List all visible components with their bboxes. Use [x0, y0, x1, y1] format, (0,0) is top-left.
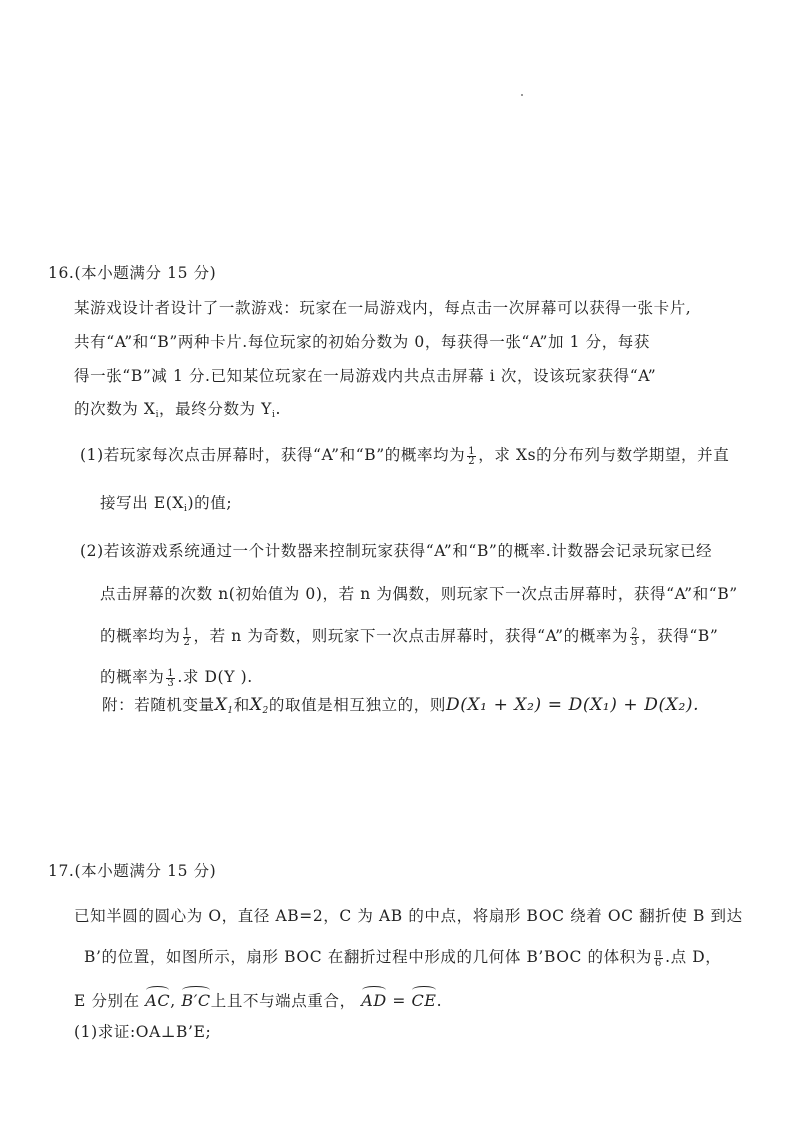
q16-intro-line-1: 某游戏设计者设计了一款游戏：玩家在一局游戏内，每点击一次屏幕可以获得一张卡片, — [74, 299, 692, 317]
q16-part1-line-1 — [80, 444, 729, 466]
q16-part2-line3-b: ，若 n 为奇数，则玩家下一次点击屏幕时，获得“A”的概率为 — [193, 627, 629, 645]
q16-header: 16.(本小题满分 15 分) — [48, 264, 217, 282]
fraction-pi-over-6: $\frac{\pi}{6}$ — [654, 947, 663, 969]
q17-line2-a: B’的位置，如图所示，扇形 BOC 在翻折过程中形成的几何体 B’BOC 的体积为 — [84, 948, 652, 966]
subscript-i: i — [155, 410, 160, 420]
subscript-i: i — [184, 504, 188, 514]
q16-intro-line-3: 得一张“B”减 1 分.已知某位玩家在一局游戏内共点击屏幕 i 次，设该玩家获得“A” — [74, 367, 657, 385]
q16-part2-line4-b: .求 D(Y ). — [177, 668, 253, 686]
scan-speck — [521, 94, 523, 96]
q16-part1-line2-b: )的值; — [187, 494, 233, 512]
q17-line2-b: .点 D， — [665, 948, 722, 966]
q16-part2-line3-c: ，获得“B” — [641, 627, 719, 645]
arc-ce: CE — [411, 986, 436, 1012]
q17-line-3: E 分别在 AC, B′C上且不与端点重合， AD = CE. — [74, 986, 442, 1012]
q17-line-1: 已知半圆的圆心为 O，直径 AB=2，C 为 AB 的中点，将扇形 BOC 绕着 OC 翻折使 B 到达 — [74, 907, 743, 925]
arc-ac: AC — [145, 986, 170, 1012]
arc-ad: AD — [361, 986, 387, 1012]
fraction-half: $\frac{1}{2}$ — [468, 445, 476, 467]
fraction-half: $\frac{1}{2}$ — [183, 626, 191, 648]
math-x1: $X_1$ — [214, 695, 234, 716]
q17-line3-b: 上且不与端点重合， — [210, 992, 356, 1010]
q16-note-text-a: 附：若随机变量 — [102, 696, 215, 714]
q17-line3-a: E 分别在 — [74, 992, 140, 1010]
q16-part2-line-2: 点击屏幕的次数 n(初始值为 0)，若 n 为偶数，则玩家下一次点击屏幕时，获得“A”和“B” — [100, 585, 738, 603]
q16-part1-text-a: (1)若玩家每次点击屏幕时，获得“A”和“B”的概率均为 — [80, 446, 466, 464]
subscript-i: i — [272, 410, 276, 420]
q16-part2-line-3 — [100, 625, 718, 647]
q17-line-2 — [84, 946, 721, 968]
q16-part2-line3-a: 的概率均为 — [100, 627, 181, 645]
q16-part1-line2-a: 接写出 E(X — [100, 494, 185, 512]
q16-note-text-c: 的取值是相互独立的，则 — [268, 696, 446, 714]
fraction-one-third: $\frac{1}{3}$ — [167, 667, 175, 689]
q16-intro4-text-c: . — [275, 400, 282, 418]
q16-part2-line4-a: 的概率为 — [100, 668, 165, 686]
q16-intro-line-2: 共有“A”和“B”两种卡片.每位玩家的初始分数为 0，每获得一张“A”加 1 分，每获 — [74, 333, 650, 351]
q17-header: 17.(本小题满分 15 分) — [48, 862, 217, 880]
q17-part1: (1)求证:OA⊥B’E; — [74, 1023, 212, 1041]
q16-part2-line-4 — [100, 666, 253, 688]
arc-b-prime-c: B′C — [181, 986, 210, 1012]
variance-formula: D(X₁ + X₂) = D(X₁) + D(X₂). — [445, 695, 700, 715]
q16-part1-text-b: ，求 Xs的分布列与数学期望，并直 — [478, 446, 730, 464]
q16-intro4-text-a: 的次数为 X — [74, 400, 156, 418]
q16-intro-line-4 — [74, 398, 281, 426]
fraction-two-thirds: $\frac{2}{3}$ — [631, 626, 639, 648]
math-x2: $X_2$ — [249, 695, 269, 716]
q16-note — [102, 694, 699, 722]
q16-part1-line-2 — [100, 492, 232, 520]
q16-intro4-text-b: ，最终分数为 Y — [159, 400, 273, 418]
q16-note-text-b: 和 — [233, 696, 250, 714]
q16-part2-line-1: (2)若该游戏系统通过一个计数器来控制玩家获得“A”和“B”的概率.计数器会记录玩家已经 — [80, 542, 713, 560]
